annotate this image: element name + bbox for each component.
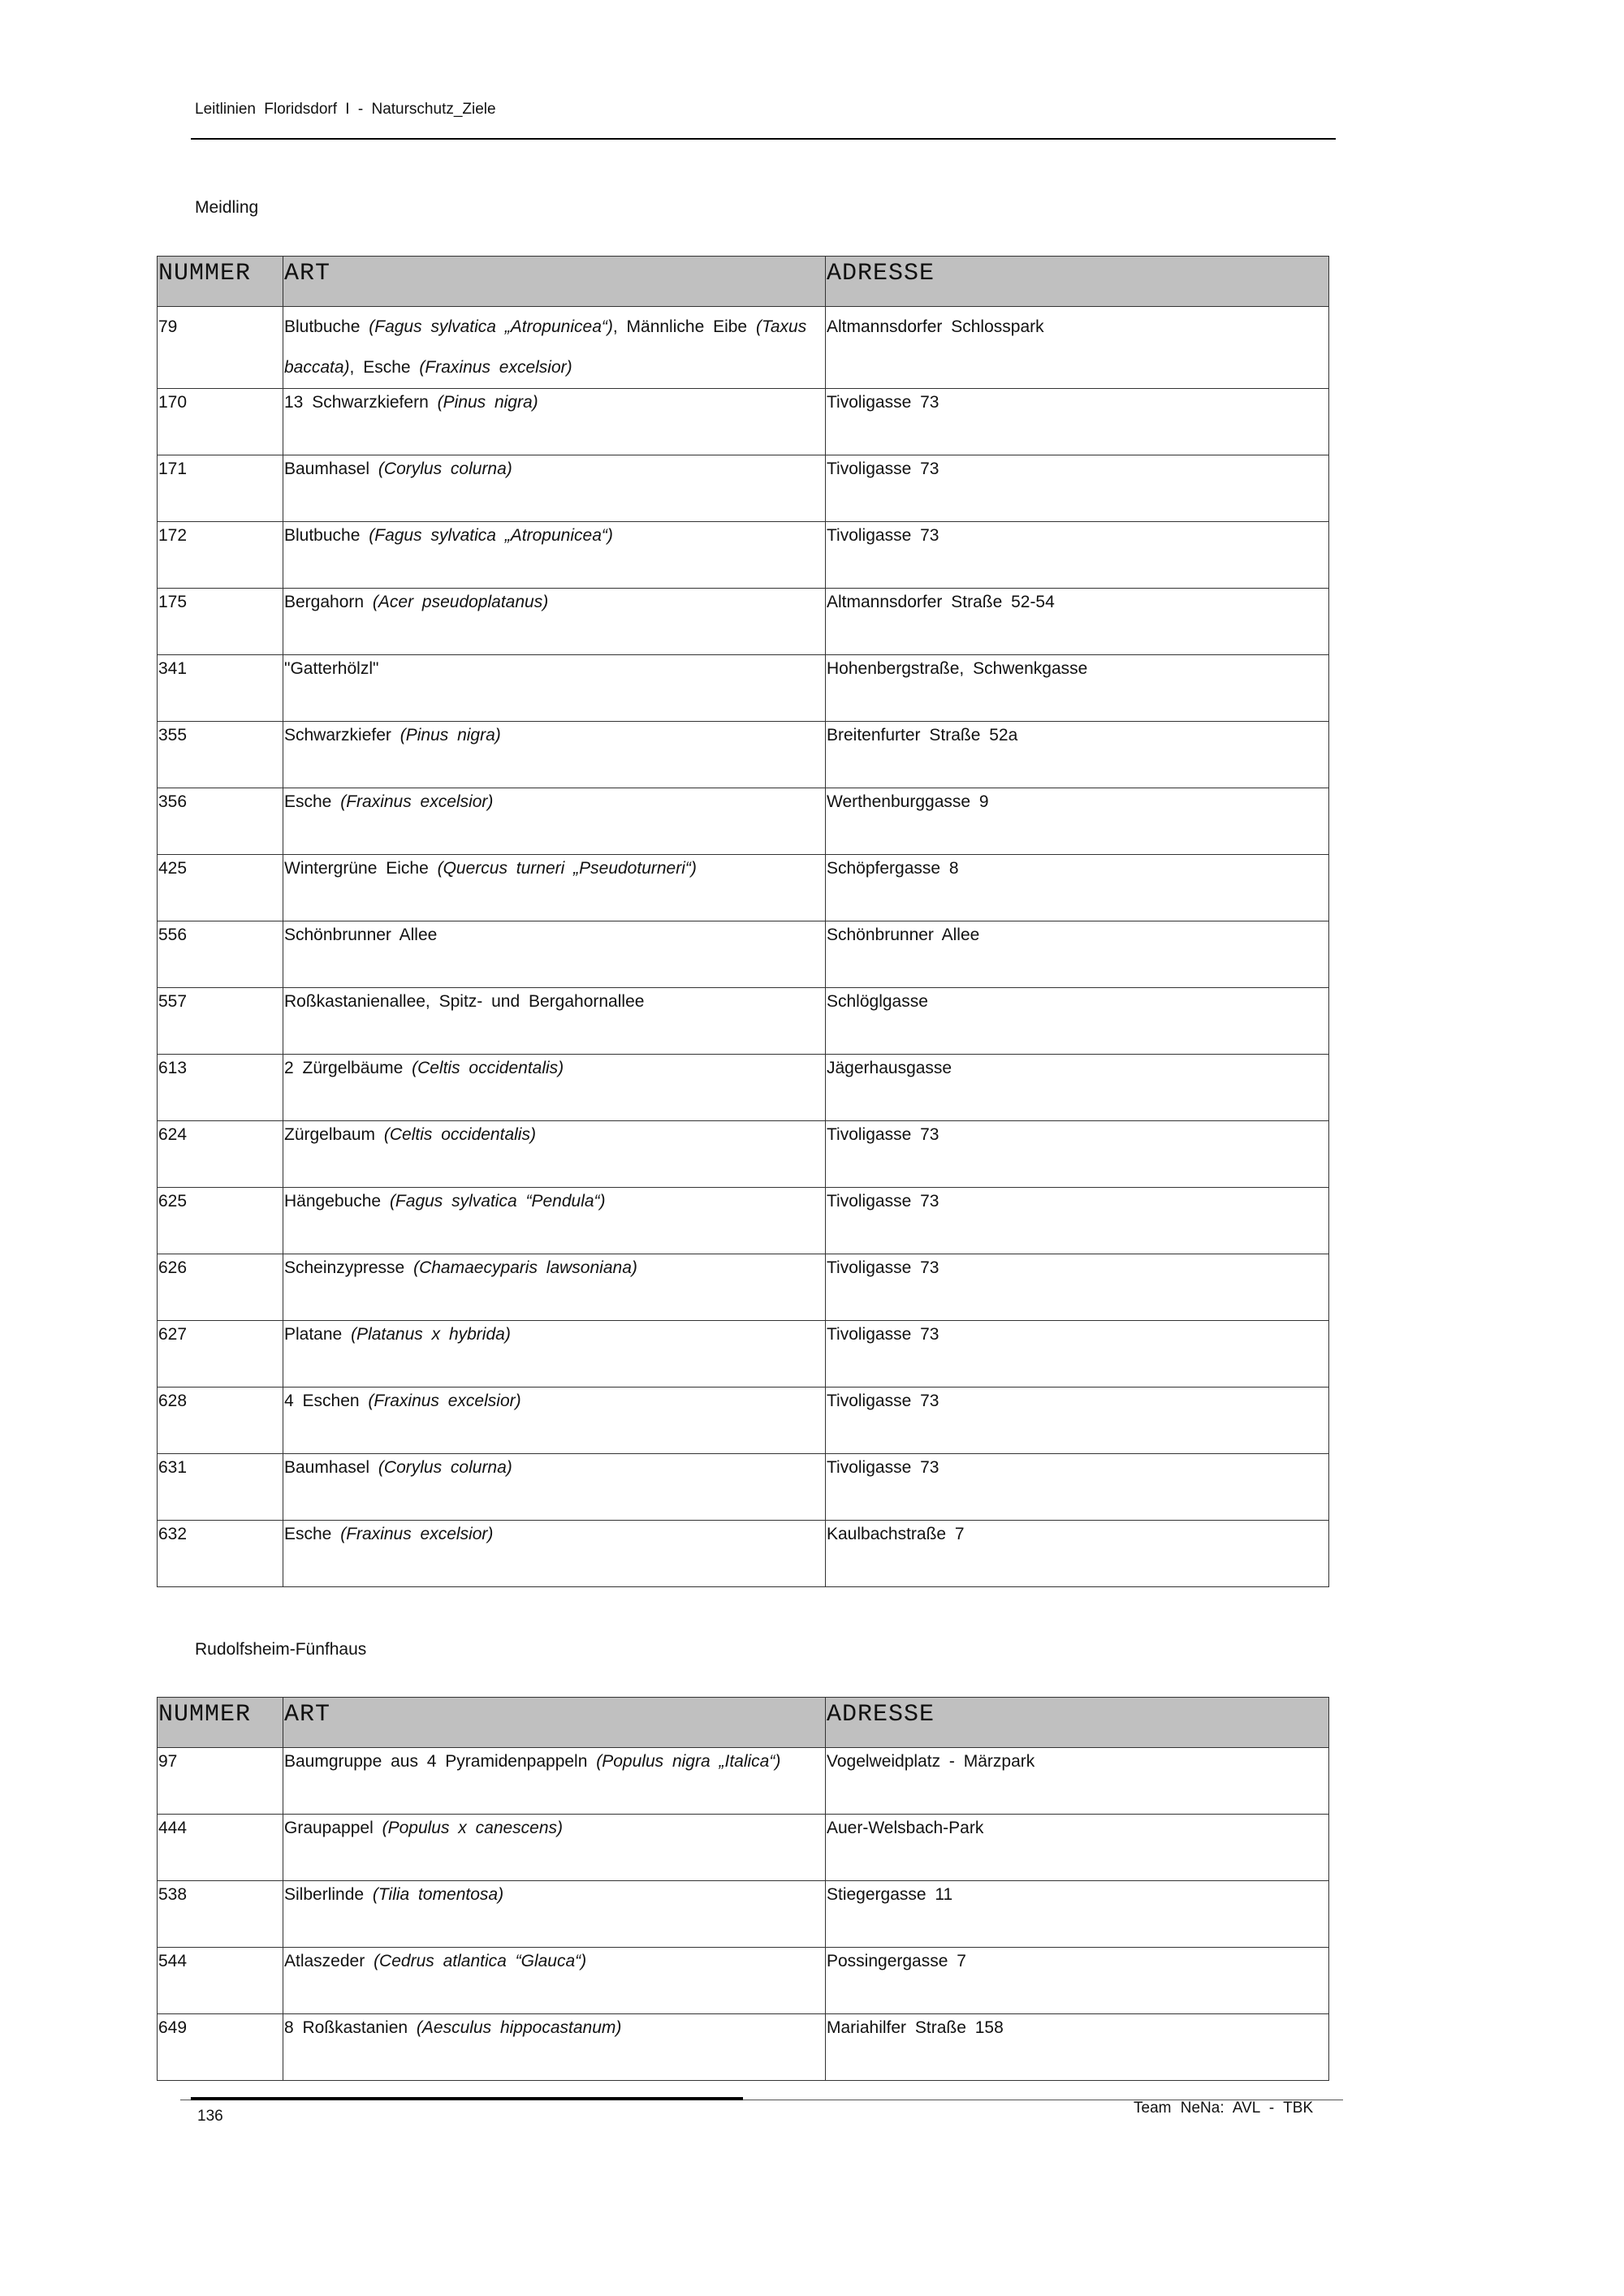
cell-nummer: 97 [158,1748,283,1815]
common-name: Baumhasel [284,460,378,478]
latin-name: (Fagus sylvatica „Atropunicea“) [369,526,613,545]
common-name: Blutbuche [284,526,369,545]
cell-nummer: 631 [158,1454,283,1521]
latin-name: (Tilia tomentosa) [372,1885,504,1904]
cell-adresse: Breitenfurter Straße 52a [826,722,1329,788]
common-name: Zürgelbaum [284,1125,384,1144]
cell-adresse: Mariahilfer Straße 158 [826,2014,1329,2081]
table-row [158,1748,1329,1815]
cell-adresse: Altmannsdorfer Schlosspark [826,307,1329,389]
cell-nummer: 649 [158,2014,283,2081]
common-name: Roßkastanienallee, Spitz- und Bergahornallee [284,992,645,1011]
table-row [158,1188,1329,1254]
table-header-row [158,257,1329,307]
column-header-art: ART [283,257,826,307]
latin-name: (Cedrus atlantica “Glauca“) [374,1952,587,1970]
table-row [158,1321,1329,1388]
table-row [158,1521,1329,1587]
header-rule [191,138,1336,140]
cell-nummer: 557 [158,988,283,1055]
cell-nummer: 425 [158,855,283,921]
table-row [158,2014,1329,2081]
cell-art [283,1121,826,1188]
cell-art [283,722,826,788]
cell-adresse: Tivoligasse 73 [826,1321,1329,1388]
column-header-art: ART [283,1698,826,1748]
common-name: Wintergrüne Eiche [284,859,438,878]
cell-nummer: 356 [158,788,283,855]
cell-nummer: 172 [158,522,283,589]
latin-name: (Celtis occidentalis) [412,1059,564,1077]
table-row [158,522,1329,589]
latin-name: (Populus nigra „Italica“) [596,1752,781,1771]
latin-name: (Corylus colurna) [378,1458,512,1477]
table-row [158,1948,1329,2014]
cell-art [283,389,826,455]
latin-name: (Fagus sylvatica „Atropunicea“) [369,317,613,336]
table-row [158,1881,1329,1948]
cell-art [283,2014,826,2081]
table-row [158,1254,1329,1321]
cell-nummer: 175 [158,589,283,655]
table-row [158,788,1329,855]
common-name: Schönbrunner Allee [284,926,438,944]
latin-name: (Aesculus hippocastanum) [416,2018,622,2037]
common-name: Graupappel [284,1819,382,1837]
table-row [158,1388,1329,1454]
cell-nummer: 627 [158,1321,283,1388]
latin-name: (Fraxinus excelsior) [340,792,494,811]
cell-nummer: 79 [158,307,283,389]
cell-adresse: Jägerhausgasse [826,1055,1329,1121]
cell-adresse: Kaulbachstraße 7 [826,1521,1329,1587]
cell-adresse: Tivoligasse 73 [826,1388,1329,1454]
cell-art [283,1388,826,1454]
latin-name: (Fraxinus excelsior) [419,358,572,377]
cell-nummer: 556 [158,921,283,988]
cell-adresse: Tivoligasse 73 [826,1188,1329,1254]
cell-nummer: 444 [158,1815,283,1881]
cell-art [283,1055,826,1121]
table-meidling [157,256,1329,1587]
cell-art [283,1881,826,1948]
section-title-meidling: Meidling [195,198,259,217]
cell-adresse: Tivoligasse 73 [826,1121,1329,1188]
table-row [158,988,1329,1055]
cell-art [283,1521,826,1587]
running-header: Leitlinien Floridsdorf I - Naturschutz_Ziele [195,101,496,118]
cell-art [283,1454,826,1521]
cell-nummer: 613 [158,1055,283,1121]
cell-nummer: 628 [158,1388,283,1454]
table-row [158,307,1329,389]
latin-name: (Platanus x hybrida) [351,1325,511,1344]
common-name: Schwarzkiefer [284,726,400,744]
latin-name: (Celtis occidentalis) [383,1125,536,1144]
common-name: , Esche [349,358,420,377]
cell-art [283,1321,826,1388]
table-row [158,1121,1329,1188]
cell-art [283,855,826,921]
column-header-nummer: NUMMER [158,1698,283,1748]
latin-name: (Acer pseudoplatanus) [372,593,549,611]
cell-nummer: 624 [158,1121,283,1188]
common-name: Esche [284,1525,341,1543]
latin-name: (Populus x canescens) [382,1819,564,1837]
common-name: Baumhasel [284,1458,378,1477]
latin-name: (Chamaecyparis lawsoniana) [413,1258,637,1277]
cell-adresse: Schönbrunner Allee [826,921,1329,988]
common-name: 2 Zürgelbäume [284,1059,412,1077]
cell-adresse: Stiegergasse 11 [826,1881,1329,1948]
cell-adresse: Hohenbergstraße, Schwenkgasse [826,655,1329,722]
common-name: Silberlinde [284,1885,373,1904]
common-name: , Männliche Eibe [612,317,756,336]
table-rudolfsheim-fuenfhaus [157,1697,1329,2081]
cell-art [283,1748,826,1815]
cell-adresse: Schlöglgasse [826,988,1329,1055]
cell-adresse: Tivoligasse 73 [826,522,1329,589]
cell-adresse: Schöpfergasse 8 [826,855,1329,921]
cell-adresse: Altmannsdorfer Straße 52-54 [826,589,1329,655]
table-row [158,389,1329,455]
latin-name: (Corylus colurna) [378,460,512,478]
cell-nummer: 355 [158,722,283,788]
common-name: Blutbuche [284,317,369,336]
table-row [158,1454,1329,1521]
latin-name: (Fagus sylvatica “Pendula“) [389,1192,606,1211]
cell-adresse: Tivoligasse 73 [826,1454,1329,1521]
cell-art [283,307,826,389]
table-row [158,1055,1329,1121]
cell-nummer: 538 [158,1881,283,1948]
latin-name: (Taxus baccata) [284,317,807,377]
latin-name: (Pinus nigra) [400,726,501,744]
common-name: Esche [284,792,341,811]
table-row [158,1815,1329,1881]
table-row [158,921,1329,988]
cell-art [283,1948,826,2014]
cell-art [283,788,826,855]
cell-adresse: Werthenburggasse 9 [826,788,1329,855]
common-name: Bergahorn [284,593,373,611]
cell-adresse: Vogelweidplatz - Märzpark [826,1748,1329,1815]
cell-adresse: Tivoligasse 73 [826,455,1329,522]
latin-name: (Fraxinus excelsior) [340,1525,494,1543]
common-name: "Gatterhölzl" [284,659,379,678]
cell-nummer: 171 [158,455,283,522]
common-name: Atlaszeder [284,1952,374,1970]
cell-nummer: 170 [158,389,283,455]
cell-nummer: 632 [158,1521,283,1587]
latin-name: (Fraxinus excelsior) [368,1392,521,1410]
page-number: 136 [197,2108,223,2125]
cell-nummer: 625 [158,1188,283,1254]
cell-art [283,655,826,722]
column-header-nummer: NUMMER [158,257,283,307]
cell-adresse: Auer-Welsbach-Park [826,1815,1329,1881]
latin-name: (Pinus nigra) [437,393,538,412]
cell-art [283,522,826,589]
common-name: Baumgruppe aus 4 Pyramidenpappeln [284,1752,597,1771]
latin-name: (Quercus turneri „Pseudoturneri“) [437,859,697,878]
table-row [158,455,1329,522]
cell-art [283,589,826,655]
table-row [158,655,1329,722]
column-header-adresse: ADRESSE [826,257,1329,307]
cell-art [283,1254,826,1321]
cell-art [283,921,826,988]
cell-art [283,1815,826,1881]
table-row [158,855,1329,921]
cell-art [283,988,826,1055]
cell-nummer: 544 [158,1948,283,2014]
cell-adresse: Tivoligasse 73 [826,1254,1329,1321]
footer-rule-accent [191,2097,743,2100]
common-name: Scheinzypresse [284,1258,414,1277]
table-row [158,722,1329,788]
cell-adresse: Tivoligasse 73 [826,389,1329,455]
cell-nummer: 626 [158,1254,283,1321]
common-name: 4 Eschen [284,1392,369,1410]
column-header-adresse: ADRESSE [826,1698,1329,1748]
cell-adresse: Possingergasse 7 [826,1948,1329,2014]
footer-team: Team NeNa: AVL - TBK [1134,2100,1314,2117]
common-name: 8 Roßkastanien [284,2018,417,2037]
cell-art [283,455,826,522]
cell-art [283,1188,826,1254]
common-name: 13 Schwarzkiefern [284,393,438,412]
common-name: Hängebuche [284,1192,390,1211]
cell-nummer: 341 [158,655,283,722]
table-row [158,589,1329,655]
section-title-rudolfsheim-fuenfhaus: Rudolfsheim-Fünfhaus [195,1640,367,1659]
table-header-row [158,1698,1329,1748]
common-name: Platane [284,1325,352,1344]
